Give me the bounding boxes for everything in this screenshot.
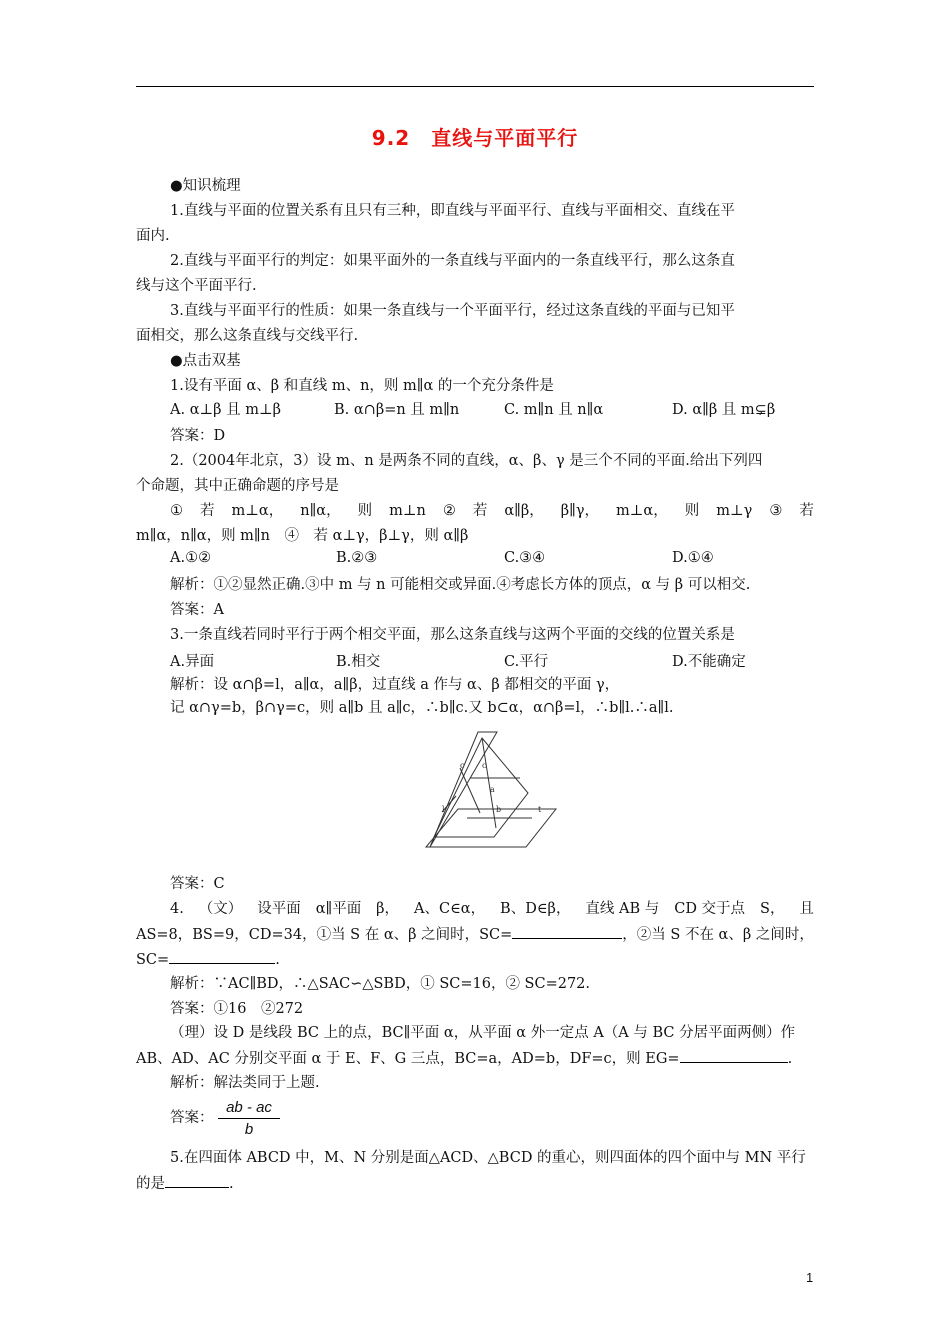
question-4-stem <box>170 899 814 919</box>
text-token: 4. <box>170 901 184 917</box>
plane-alpha-edge <box>434 738 528 837</box>
text-token: 且 <box>799 901 814 917</box>
option-b: B.相交 <box>336 654 381 670</box>
text-token: α∥平面 <box>315 901 362 917</box>
question-2-propositions: m∥α，n∥α，则 m∥n ④ 若 α⊥γ，β⊥γ，则 α∥β <box>136 528 469 544</box>
fraction-numerator: ab - ac <box>218 1099 280 1119</box>
label-c: c <box>460 761 465 770</box>
analysis: 解析：解法类同于上题. <box>170 1075 320 1091</box>
text-line: 3.直线与平面平行的性质：如果一条直线与一个平面平行，经过这条直线的平面与已知平 <box>170 303 735 319</box>
answer-fraction <box>218 1099 280 1138</box>
text-token: β， <box>376 901 400 917</box>
question-2-stem: 2.（2004年北京，3）设 m、n 是两条不同的直线，α、β、γ 是三个不同的平面.给出下列四 <box>170 453 763 469</box>
analysis: 解析：设 α∩β=l，a∥α，a∥β，过直线 a 作与 α、β 都相交的平面 γ， <box>170 677 620 693</box>
label-l: l <box>442 805 445 814</box>
question-5-stem <box>136 1173 234 1194</box>
option-a: A. α⊥β 且 m⊥β <box>170 402 281 418</box>
text-token: α∥β， <box>504 503 544 519</box>
answer-blank <box>680 1048 788 1063</box>
text-span: . <box>787 1051 793 1067</box>
text-token: S， <box>760 901 785 917</box>
text-span: 的是 <box>136 1176 165 1192</box>
option-c: C.③④ <box>504 550 546 566</box>
question-4-li-stem <box>136 1048 792 1069</box>
text-token: 直线 AB 与 <box>585 901 660 917</box>
text-token: ② <box>442 503 456 519</box>
option-b: B.②③ <box>336 550 378 566</box>
text-line: 1.直线与平面的位置关系有且只有三种，即直线与平面平行、直线与平面相交、直线在平 <box>170 203 735 219</box>
top-rule <box>136 86 814 87</box>
text-token: 则 <box>684 503 700 519</box>
text-token: β∥γ， <box>560 503 600 519</box>
text-token: 设平面 <box>257 901 301 917</box>
text-token: m⊥α， <box>616 503 668 519</box>
question-5-stem: 5.在四面体 ABCD 中，M、N 分别是面△ACD、△BCD 的重心，则四面体的四个面中与 MN 平行 <box>170 1150 806 1166</box>
option-c: C.平行 <box>504 654 549 670</box>
analysis: 记 α∩γ=b，β∩γ=c，则 a∥b 且 a∥c，∴b∥c.又 b⊂α，α∩β=l，∴b∥l.∴a∥l. <box>170 700 674 716</box>
option-a: A.异面 <box>170 654 215 670</box>
label-cprime: c <box>482 761 487 770</box>
text-token: ③ <box>769 503 783 519</box>
analysis: 解析：①②显然正确.③中 m 与 n 可能相交或异面.④考虑长方体的顶点，α 与 β 可以相交. <box>170 577 751 593</box>
question-2-stem: 个命题，其中正确命题的序号是 <box>136 478 339 494</box>
text-span: ，②当 S 不在 α、β 之间时， <box>622 927 814 943</box>
option-d: D.①④ <box>672 550 714 566</box>
text-token: （文） <box>198 901 243 917</box>
section-heading: ●点击双基 <box>170 353 241 369</box>
fraction-denominator: b <box>244 1121 254 1138</box>
text-token: A、C∈α， <box>414 901 486 917</box>
label-t: t <box>538 805 542 814</box>
section-heading: ●知识梳理 <box>170 178 241 194</box>
text-span: . <box>275 952 280 968</box>
text-token: m⊥γ <box>716 503 753 519</box>
text-token: m⊥n <box>389 503 426 519</box>
text-token: ① <box>170 503 183 519</box>
text-token: m⊥α， <box>231 503 284 519</box>
page-number: 1 <box>806 1270 814 1285</box>
answer-blank <box>165 1173 229 1188</box>
text-span: AB、AD、AC 分别交平面 α 于 E、F、G 三点，BC=a，AD=b，DF=c，则 EG= <box>136 1051 680 1067</box>
text-span: AS=8，BS=9，CD=34，①当 S 在 α、β 之间时，SC= <box>136 927 513 943</box>
text-token: 若 <box>799 503 814 519</box>
planes-figure <box>420 716 570 856</box>
answer: 答案：A <box>170 602 224 618</box>
text-line: 2.直线与平面平行的判定：如果平面外的一条直线与平面内的一条直线平行，那么这条直 <box>170 253 735 269</box>
option-d: D.不能确定 <box>672 654 746 670</box>
option-c: C. m∥n 且 n∥α <box>504 402 604 418</box>
text-token: 若 <box>200 503 215 519</box>
question-1-stem: 1.设有平面 α、β 和直线 m、n，则 m∥α 的一个充分条件是 <box>170 378 554 394</box>
answer-blank <box>512 924 622 939</box>
text-token: B、D∈β， <box>500 901 571 917</box>
answer: 答案：D <box>170 428 226 444</box>
option-b: B. α∩β=n 且 m∥n <box>334 402 460 418</box>
question-4-stem <box>136 924 814 945</box>
text-line: 面内. <box>136 228 170 244</box>
text-line: 面相交，那么这条直线与交线平行. <box>136 328 359 344</box>
text-line: 线与这个平面平行. <box>136 278 257 294</box>
text-token: n∥α， <box>300 503 341 519</box>
question-4-stem <box>136 949 280 970</box>
question-4-li-stem: （理）设 D 是线段 BC 上的点，BC∥平面 α，从平面 α 外一定点 A（A 与 BC 分居平面两侧）作 <box>170 1025 796 1041</box>
label-a: a <box>490 785 495 794</box>
answer-blank <box>169 949 275 964</box>
plane-beta <box>426 809 556 847</box>
page-title: 9.2 直线与平面平行 <box>371 126 579 150</box>
answer: 答案：①16 ②272 <box>170 1001 304 1017</box>
question-2-propositions <box>170 501 814 521</box>
option-d: D. α∥β 且 m⊊β <box>672 402 776 418</box>
answer: 答案：C <box>170 876 225 892</box>
option-a: A.①② <box>170 550 212 566</box>
answer-label: 答案： <box>170 1110 214 1126</box>
question-3-stem: 3.一条直线若同时平行于两个相交平面，那么这条直线与这两个平面的交线的位置关系是 <box>170 627 735 643</box>
text-span: SC= <box>136 952 170 968</box>
text-span: . <box>229 1176 234 1192</box>
label-b: b <box>496 805 502 814</box>
analysis: 解析：∵AC∥BD，∴△SAC∽△SBD，① SC=16，② SC=272. <box>170 976 591 992</box>
text-token: CD 交于点 <box>674 901 746 917</box>
text-token: 则 <box>357 503 373 519</box>
text-token: 若 <box>472 503 488 519</box>
